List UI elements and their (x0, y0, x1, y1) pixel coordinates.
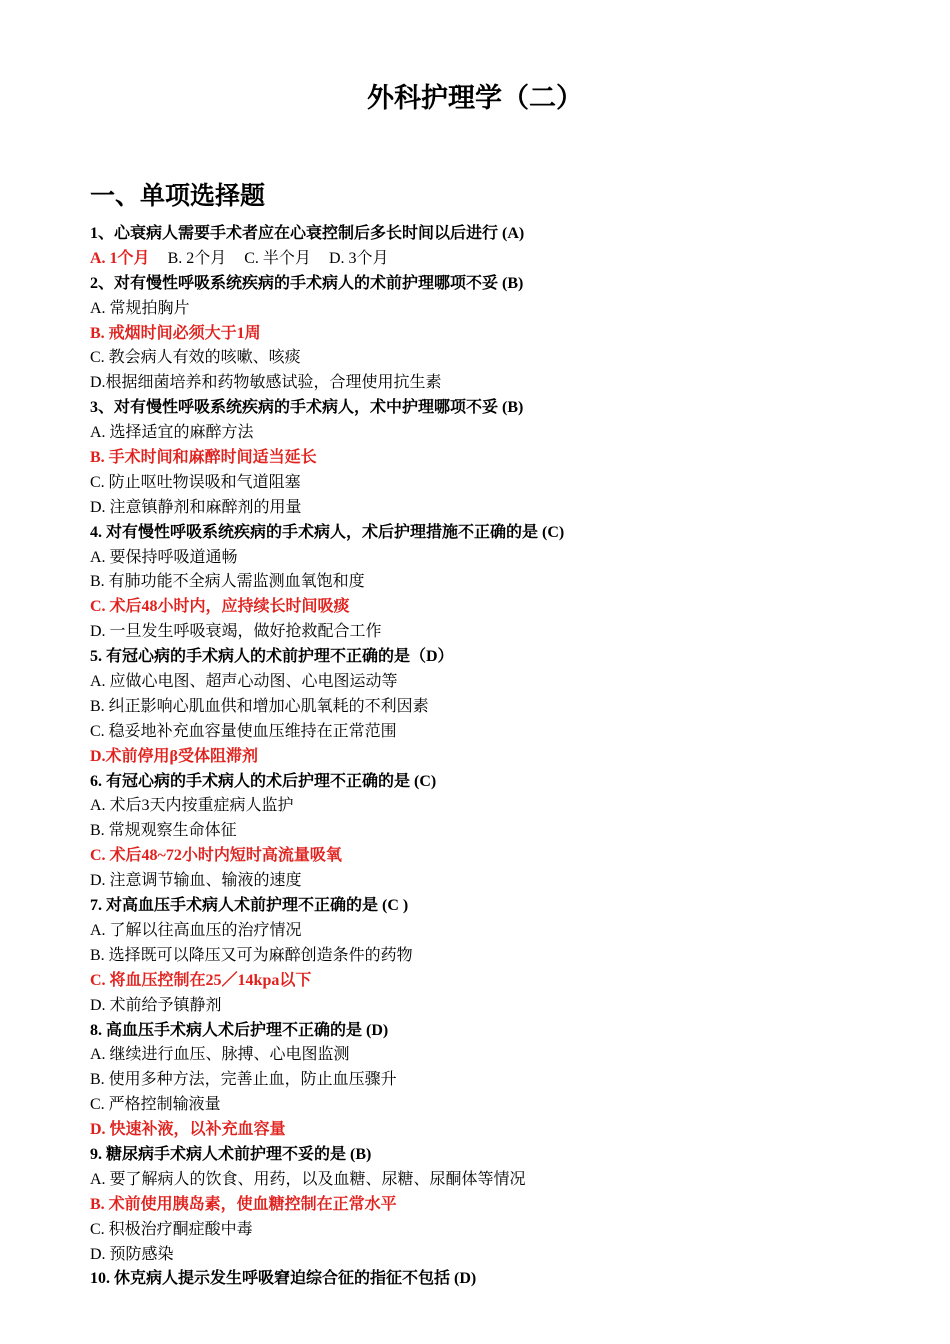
question-2: 2、对有慢性呼吸系统疾病的手术病人的术前护理哪项不妥 (B) (90, 274, 524, 292)
option-b: B. 有肺功能不全病人需监测血氧饱和度 (90, 573, 365, 591)
option-d-answer: D.术前停用β受体阻滞剂 (90, 747, 258, 765)
option-b: B. 使用多种方法，完善止血，防止血压骤升 (90, 1071, 397, 1089)
option-d: D. 术前给予镇静剂 (90, 996, 222, 1014)
option-c: C. 教会病人有效的咳嗽、咳痰 (90, 349, 301, 367)
option-b-answer: B. 戒烟时间必须大于1周 (90, 324, 261, 342)
section-heading: 一、单项选择题 (90, 183, 266, 210)
question-7: 7. 对高血压手术病人术前护理不正确的是 (C ) (90, 897, 409, 915)
option-a: A. 继续进行血压、脉搏、心电图监测 (90, 1046, 350, 1064)
option-b: B. 纠正影响心肌血供和增加心肌氧耗的不利因素 (90, 697, 429, 715)
question-5: 5. 有冠心病的手术病人的术前护理不正确的是（D） (90, 648, 454, 666)
option-c: C. 防止呕吐物误吸和气道阻塞 (90, 473, 301, 491)
option-b-answer: B. 手术时间和麻醉时间适当延长 (90, 449, 317, 467)
option-a: A. 术后3天内按重症病人监护 (90, 797, 294, 815)
option-d: D. 注意调节输血、输液的速度 (90, 872, 302, 890)
option-d-answer: D. 快速补液，以补充血容量 (90, 1121, 286, 1139)
option-c-answer: C. 将血压控制在25／14kpa以下 (90, 971, 312, 989)
question-6: 6. 有冠心病的手术病人的术后护理不正确的是 (C) (90, 772, 437, 790)
question-1-options (90, 247, 890, 272)
option-a: A. 选择适宜的麻醉方法 (90, 424, 254, 442)
option-d: D. 预防感染 (90, 1245, 174, 1263)
option-d: D.根据细菌培养和药物敏感试验，合理使用抗生素 (90, 374, 442, 392)
question-4: 4. 对有慢性呼吸系统疾病的手术病人，术后护理措施不正确的是 (C) (90, 523, 565, 541)
option-a: A. 要了解病人的饮食、用药，以及血糖、尿糖、尿酮体等情况 (90, 1170, 526, 1188)
question-8: 8. 高血压手术病人术后护理不正确的是 (D) (90, 1021, 389, 1039)
option-b: B. 常规观察生命体征 (90, 822, 237, 840)
question-10: 10. 休克病人提示发生呼吸窘迫综合征的指征不包括 (D) (90, 1270, 477, 1288)
option-a: A. 常规拍胸片 (90, 299, 190, 317)
option-a: A. 了解以往高血压的治疗情况 (90, 921, 302, 939)
option-c: C. 严格控制输液量 (90, 1096, 221, 1114)
option-d: D. 3个月 (328, 249, 389, 267)
document-title: 外科护理学（二） (367, 83, 583, 113)
option-d: D. 一旦发生呼吸衰竭，做好抢救配合工作 (90, 623, 382, 641)
option-b-answer: B. 术前使用胰岛素，使血糖控制在正常水平 (90, 1195, 397, 1213)
option-b: B. 2个月 (167, 249, 227, 267)
option-c-answer: C. 术后48~72小时内短时高流量吸氧 (90, 847, 342, 865)
option-c: C. 半个月 (244, 249, 311, 267)
option-c-answer: C. 术后48小时内，应持续长时间吸痰 (90, 598, 350, 616)
option-a: A. 要保持呼吸道通畅 (90, 548, 238, 566)
question-3: 3、对有慢性呼吸系统疾病的手术病人，术中护理哪项不妥 (B) (90, 399, 524, 417)
option-b: B. 选择既可以降压又可为麻醉创造条件的药物 (90, 946, 413, 964)
option-a: A. 应做心电图、超声心动图、心电图运动等 (90, 673, 398, 691)
option-d: D. 注意镇静剂和麻醉剂的用量 (90, 498, 302, 516)
question-1: 1、心衰病人需要手术者应在心衰控制后多长时间以后进行 (A) (90, 225, 525, 242)
option-c: C. 稳妥地补充血容量使血压维持在正常范围 (90, 722, 397, 740)
option-a-answer: A. 1个月 (90, 249, 150, 267)
question-9: 9. 糖尿病手术病人术前护理不妥的是 (B) (90, 1145, 372, 1163)
option-c: C. 积极治疗酮症酸中毒 (90, 1220, 253, 1238)
question-list (90, 222, 890, 1292)
